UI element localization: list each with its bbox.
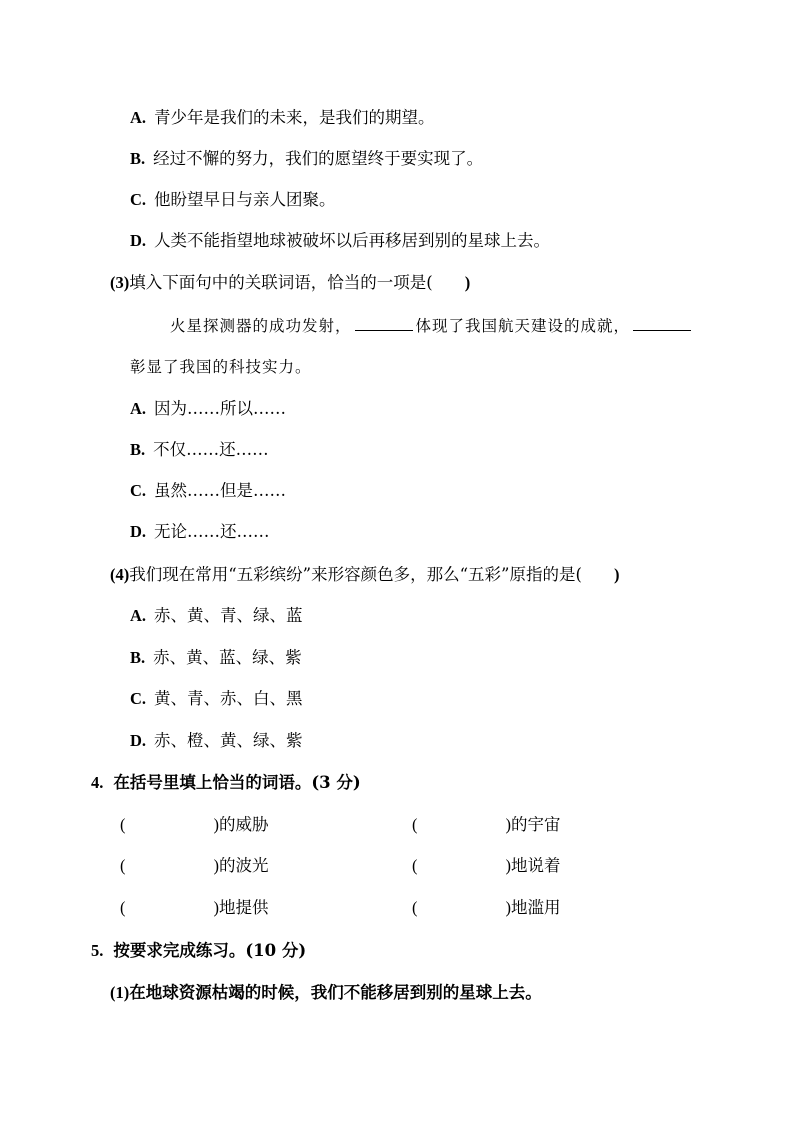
option-b: B. 赤、黄、蓝、绿、紫	[130, 648, 302, 667]
fill-blank-2[interactable]	[633, 329, 691, 331]
question-3-3: (3)填入下面句中的关联词语，恰当的一项是( )	[110, 273, 471, 292]
option-b: B. 不仅……还……	[130, 440, 269, 459]
fill-blank-1[interactable]	[355, 329, 413, 331]
fill-blank-item[interactable]: ( )的威胁	[120, 815, 269, 834]
option-a: A. 赤、黄、青、绿、蓝	[130, 606, 303, 625]
option-a: A. 因为……所以……	[130, 399, 287, 418]
fill-blank-item[interactable]: ( )地提供	[120, 898, 269, 917]
question-4-heading: 4. 在括号里填上恰当的词语。(3 分)	[91, 773, 361, 792]
option-a: A. 青少年是我们的未来，是我们的期望。	[130, 108, 435, 127]
option-c: C. 他盼望早日与亲人团聚。	[130, 190, 336, 209]
option-d: D. 无论……还……	[130, 522, 270, 541]
question-3-4: (4)我们现在常用“五彩缤纷”来形容颜色多，那么“五彩”原指的是( )	[110, 565, 620, 584]
fill-blank-item[interactable]: ( )地滥用	[412, 898, 561, 917]
fill-blank-item[interactable]: ( )的波光	[120, 856, 269, 875]
option-d: D. 人类不能指望地球被破坏以后再移居到别的星球上去。	[130, 231, 551, 250]
fill-blank-item[interactable]: ( )地说着	[412, 856, 561, 875]
question-5-heading: 5. 按要求完成练习。(10 分)	[91, 941, 307, 960]
option-d: D. 赤、橙、黄、绿、紫	[130, 731, 303, 750]
option-b: B. 经过不懈的努力，我们的愿望终于要实现了。	[130, 149, 484, 168]
option-c: C. 黄、青、赤、白、黑	[130, 689, 303, 708]
question-5-1: (1)在地球资源枯竭的时候，我们不能移居到别的星球上去。	[110, 983, 542, 1002]
option-c: C. 虽然……但是……	[130, 481, 287, 500]
sentence-line-1: 火星探测器的成功发射， 体现了我国航天建设的成就，	[170, 314, 694, 338]
fill-blank-item[interactable]: ( )的宇宙	[412, 815, 561, 834]
sentence-line-2: 彰显了我国的科技实力。	[130, 358, 312, 376]
